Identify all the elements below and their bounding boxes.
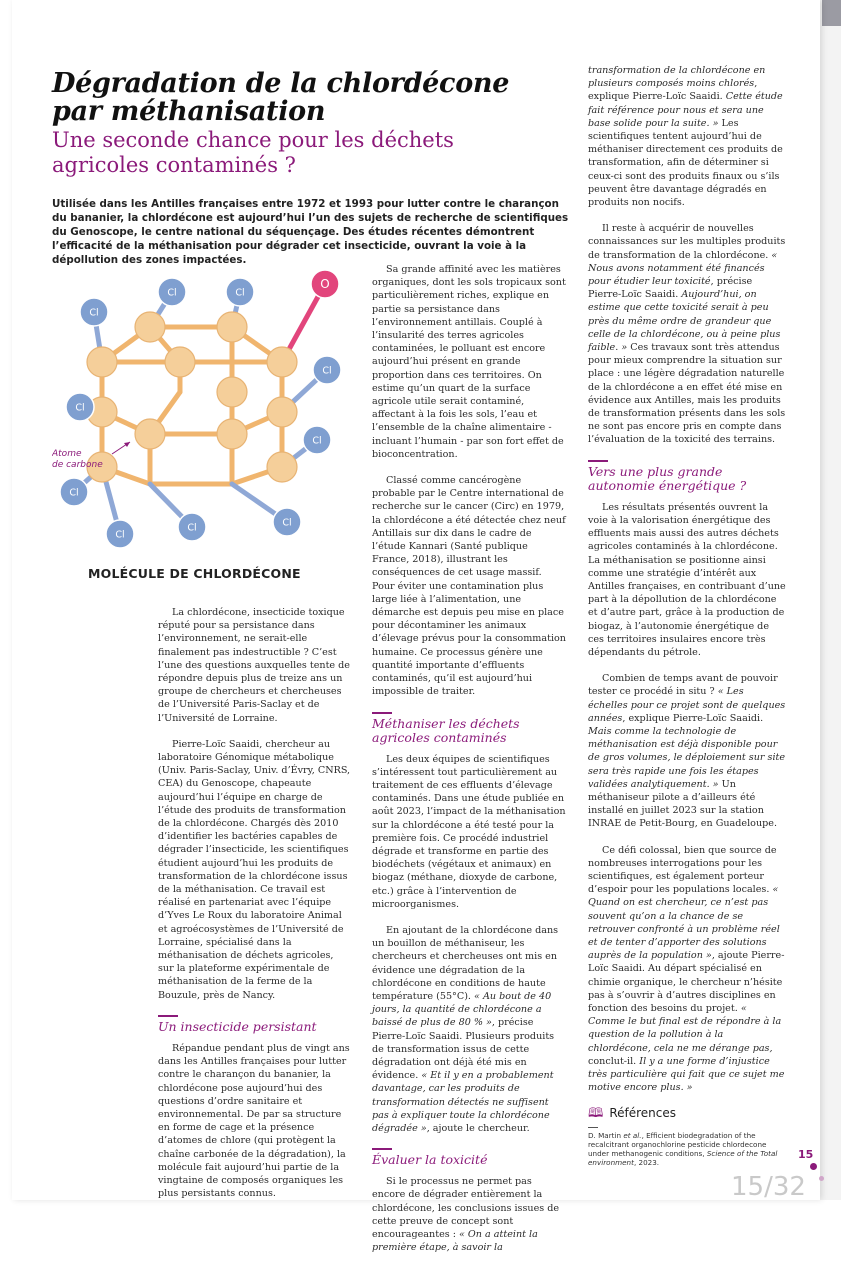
carbon-atom [267,452,297,482]
text-run: , précise Pierre-Loïc Saaidi. Plusieurs produits de transformation issus de cette dégradation ont déjà été mis en évidence. [372,1017,555,1082]
heading-text: Méthaniser les déchets agricoles contaminés [372,715,520,745]
paragraph [588,64,786,209]
carbon-atom [267,347,297,377]
column-3 [588,64,786,1167]
reference-entry [588,1131,786,1167]
quote: « Quand on est chercheur, ce n’est pas souvent qu’on a la chance de se retrouver confronté à un problème réel et de tenter d’apporter des solutions auprès de la population » [588,884,780,962]
quote: Aujourd’hui, on estime que cette toxicité serait à peu près du même ordre de grandeur que celle de la chlordécone, ou à peine plus faible. » [588,289,781,354]
article-lede: Utilisée dans les Antilles françaises entre 1972 et 1993 pour lutter contre le charançon du bananier, la chlordécone est aujourd’hui l’un des sujets de recherche de scientifiques du Genoscope, le centre national du séquençage. Des études récentes démontrent l’efficacité de la méthanisation pour dégrader cet insecticide, ouvrant la voie à la dépollution des zones impactées. [52,198,569,266]
text-run: Ce défi colossal, bien que source de nombreuses interrogations pour les scientifiques, est également porteur d’espoir pour les populations locales. [588,844,777,896]
o-label: O [320,277,330,291]
paragraph [588,222,786,446]
heading-rule [158,1015,178,1017]
cl-label: Cl [322,365,332,377]
paragraph: Les deux équipes de scientifiques s’intéressent tout particulièrement au traitement de ces effluents d’élevage contaminés. Dans une étude publiée en août 2023, l’impact de la méthanisation sur la chlordécone a été testé pour la première fois. Ce procédé industriel dégrade et transforme en partie des biodéchets (végétaux et animaux) en biogaz (méthane, dioxyde de carbone, etc.) grâce à l’intervention de microorganismes. [372,753,566,910]
quote: « On a atteint la première étape, à savoir la [372,1229,538,1254]
decorative-dot [810,1163,817,1170]
scroll-tab[interactable] [822,0,841,26]
viewer-page-indicator: 15/32 [731,1172,806,1202]
text-run: , explique Pierre-Loïc Saaidi. [588,78,758,103]
section-heading [588,460,786,493]
chlordecone-molecule-figure [52,262,352,557]
section-heading [372,1148,566,1167]
references-title: Références [609,1106,677,1121]
text-run: Les scientifiques tentent aujourd’hui de méthaniser directement ces produits de transformation, afin de déterminer si ceux-ci sont des produits finaux ou s’ils peuvent être davantage dégradés en produits non nocifs. [588,117,783,209]
text-run: Si le processus ne permet pas encore de dégrader entièrement la chlordécone, les conclusions issues de cette preuve de concept sont encourageantes : [372,1176,560,1240]
atom-label: de carbone [52,460,103,470]
column-1 [158,606,352,1213]
ref-authors: D. Martin [588,1130,622,1140]
cl-label: Cl [187,522,197,534]
text-run: Ces travaux sont très attendus pour mieux comprendre la situation sur place : une légère dégradation naturelle de la chlordécone a en effet été mise en évidence aux Antilles, mais les produits de transformation présents dans les sols ne sont pas encore pris en compte dans l’évaluation de la toxicité des terrains. [588,342,786,446]
carbon-atom [217,419,247,449]
paragraph: Répandue pendant plus de vingt ans dans les Antilles françaises pour lutter contre le charançon du bananier, la chlordécone pose aujourd’hui des questions d’ordre sanitaire et environnemental. De par sa structure en forme de cage et la présence d’atomes de chlore (qui protègent la chaîne carbonée de la dégradation), la molécule fait aujourd’hui partie de la vingtaine de composés organiques les plus persistants connus. [158,1042,350,1200]
paragraph [372,1175,566,1254]
heading-text: Vers une plus grande autonomie énergétique ? [588,463,747,493]
carbon-atom [87,347,117,377]
quote: transformation de la chlordécone en plusieurs composés moins chlorés [588,65,766,90]
cl-label: Cl [69,487,79,499]
decorative-dot [819,1176,824,1181]
article-subtitle: Une seconde chance pour les déchets agricoles contaminés ? [52,128,454,177]
heading-text: Évaluer la toxicité [372,1152,488,1168]
ref-journal: Science of the Total environment [588,1148,778,1167]
book-icon: 🕮 [588,1106,604,1122]
text-run: , précise Pierre-Loïc Saaidi. [588,276,753,301]
ref-etal: et al. [623,1130,642,1140]
text-run: , ajoute le chercheur. [426,1122,530,1134]
quote: Cette étude fait référence pour nous et sera une base solide pour la suite. » [588,91,783,129]
quote: « Comme le but final est de répondre à la question de la pollution à la chlordécone, cela ne me dérange pas, [588,1003,782,1054]
section-heading [158,1015,352,1034]
quote: Mais comme la technologie de méthanisation est déjà disponible pour de gros volumes, le déploiement sur site sera très rapide une fois les étapes validées analytiquement. » [588,725,786,790]
cl-label: Cl [75,402,85,414]
carbon-atom [135,419,165,449]
carbon-atom [217,377,247,407]
heading-text: Un insecticide persistant [158,1018,317,1034]
heading-rule [372,712,392,714]
references-rule [588,1127,598,1128]
page-edge [820,0,841,1200]
cl-label: Cl [312,435,322,447]
quote: « Les échelles pour ce projet sont de quelques années [588,686,786,724]
text-run: Combien de temps avant de pouvoir tester ce procédé in situ ? [588,673,778,698]
paragraph: Les résultats présentés ouvrent la voie à la valorisation énergétique des effluents mais aussi des autres déchets agricoles contaminés à la chlordécone. La méthanisation se positionne ainsi comme une stratégie d’intérêt aux Antilles françaises, en contribuant d’une part à la dépollution de la chlordécone et d’autre part, grâce à la production de biogaz, à l’autonomie énergétique de ces territoires insulaires encore très dépendants du pétrole. [588,501,786,658]
paragraph [588,844,786,1095]
paragraph: Classé comme cancérogène probable par le Centre international de recherche sur le cancer (Circ) en 1979, la chlordécone a été détectée chez neuf Antillais sur dix dans le cadre de l’étude Kannari (Santé publique France, 2018), illustrant les conséquences de cet usage massif. Pour éviter une contamination plus large liée à l’alimentation, une démarche est depuis peu mise en place pour décontaminer les animaux d’élevage prévus pour la consommation humaine. Ce processus génère une quantité importante d’effluents contaminés, qu’il est aujourd’hui impossible de traiter. [372,475,566,698]
text-run: En ajoutant de la chlordécone dans un bouillon de méthaniseur, les chercheurs et chercheuses ont mis en évidence une dégradation de la chlordécone en conditions de haute température (55°C). [372,924,559,1002]
references-heading [588,1107,786,1120]
text-run: Un méthaniseur pilote a d’ailleurs été installé en juillet 2023 sur la station INRAE de Petit-Bourg, en Guadeloupe. [588,778,777,830]
carbon-atom [217,312,247,342]
paragraph: La chlordécone, insecticide toxique réputé pour sa persistance dans l’environnement, ne serait-elle finalement pas indestructible ? C’est l’une des questions auxquelles tente de répondre depuis plus de treize ans un groupe de chercheurs et chercheuses de l’Université Paris-Saclay et de l’Université de Lorraine. [158,607,350,724]
cl-label: Cl [167,287,177,299]
carbon-atom [135,312,165,342]
heading-rule [588,460,608,462]
cl-label: Cl [235,287,245,299]
column-2 [372,263,566,1267]
atom-label: Atome [52,449,82,459]
figure-caption: MOLÉCULE DE CHLORDÉCONE [88,566,301,581]
ref-year: , 2023. [633,1157,660,1167]
quote: « Au bout de 40 jours, la quantité de chlordécone a baissé de plus de 80 % » [372,990,552,1029]
text-run: conclut-il. [588,1055,637,1067]
text-run: , ajoute Pierre-Loïc Saaidi. Au départ spécialisé en chimie organique, le chercheur n’hésite pas à s’ouvrir à d’autres disciplines en fonction des besoins du projet. [588,950,785,1014]
paragraph [588,672,786,830]
cl-label: Cl [89,307,99,319]
ref-title: , Efficient biodegradation of the recalcitrant organochlorine pesticide chlordecone under methanogenic conditions, [588,1130,767,1158]
paragraph [372,924,566,1135]
paragraph: Sa grande affinité avec les matières organiques, dont les sols tropicaux sont particulièrement riches, explique en partie sa persistance dans l’environnement antillais. Couplé à l’insularité des terres agricoles contaminées, le polluant est encore aujourd’hui présent en grande proportion dans ces territoires. On estime qu’un quart de la surface agricole utile serait contaminé, affectant à la fois les sols, l’eau et l’ensemble de la chaîne alimentaire - incluant l’humain - par son fort effet de bioconcentration. [372,264,566,460]
paragraph: Pierre-Loïc Saaidi, chercheur au laboratoire Génomique métabolique (Univ. Paris-Saclay, Univ. d’Évry, CNRS, CEA) du Genoscope, chapeaute aujourd’hui l’équipe en charge de l’étude des produits de transformation de la chlordécone. Chargés dès 2010 d’identifier les bactéries capables de dégrader l’insecticide, les scientifiques étudient aujourd’hui les produits de transformation de la chlordécone issus de la méthanisation. Ce travail est réalisé en partenariat avec l’équipe d’Yves Le Roux du laboratoire Animal et agroécosystèmes de l’Université de Lorraine, spécialisé dans la méthanisation de déchets agricoles, sur la plateforme expérimentale de méthanisation de la ferme de la Bouzule, près de Nancy. [158,738,351,1001]
text-run: Il reste à acquérir de nouvelles connaissances sur les multiples produits de transformation de la chlordécone. [588,223,786,261]
section-heading [372,712,566,745]
cl-label: Cl [282,517,292,529]
carbon-atom [165,347,195,377]
carbon-atom [267,397,297,427]
quote: « Et il y en a probablement davantage, car les produits de transformation détectés ne suffisent pas à expliquer toute la chlordécone dégradée » [372,1070,554,1134]
heading-rule [372,1148,392,1150]
quote: « Nous avons notamment été financés pour étudier leur toxicité [588,249,778,288]
article-title: Dégradation de la chlordécone par méthanisation [52,68,510,127]
cl-label: Cl [115,529,125,541]
text-run: , explique Pierre-Loïc Saaidi. [622,712,764,724]
page-number: 15 [798,1148,814,1161]
quote: Il y a une forme d’injustice très particulière qui fait que ce sujet me motive encore plus. » [588,1055,785,1094]
